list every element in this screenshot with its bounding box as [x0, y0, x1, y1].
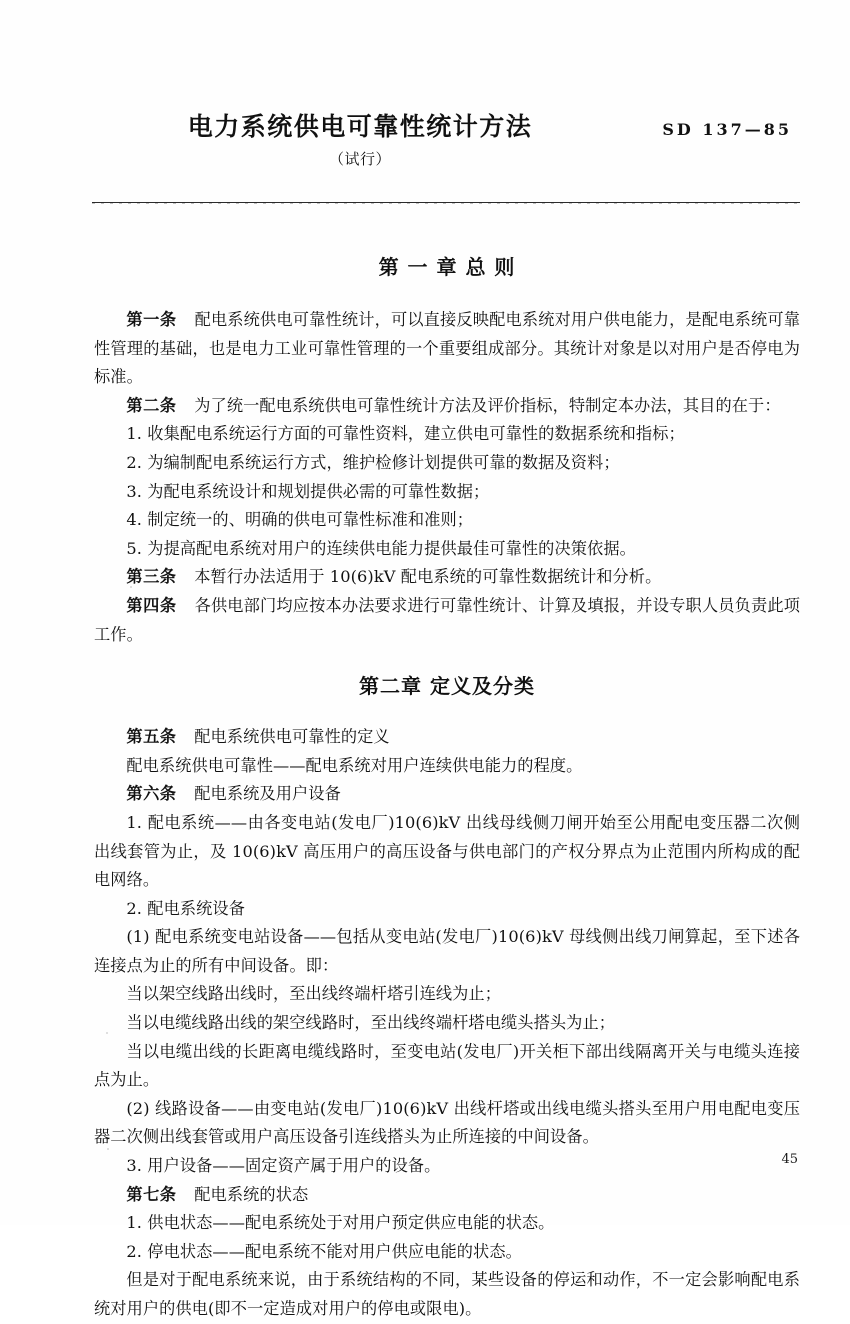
list-item: 2. 配电系统设备 [126, 898, 246, 918]
list-item: 1. 配电系统——由各变电站(发电厂)10(6)kV 出线母线侧刀闸开始至公用配电变压器二次侧出线套管为止，及 10(6)kV 高压用户的高压设备与供电部门的产权分界点为止范围内所构成的配电网络。 [94, 812, 800, 890]
article-label: 第四条 [126, 595, 177, 615]
definition-text: 配电系统供电可靠性——配电系统对用户连续供电能力的程度。 [126, 755, 583, 775]
document-standard-code: SD 137—85 [662, 120, 792, 139]
document-masthead [92, 112, 800, 182]
list-item: 当以电缆出线的长距离电缆线路时，至变电站(发电厂)开关柜下部出线隔离开关与电缆头连接点为止。 [94, 1041, 800, 1090]
list-item: 5. 为提高配电系统对用户的连续供电能力提供最佳可靠性的决策依据。 [126, 538, 636, 558]
article-label: 第一条 [126, 310, 177, 329]
document-body [94, 240, 800, 1324]
list-item: 4. 制定统一的、明确的供电可靠性标准和准则； [126, 510, 474, 530]
paragraph-article-6 [94, 780, 800, 809]
article-label: 第五条 [126, 727, 177, 747]
scan-speck [106, 1032, 108, 1034]
paragraph-text: 为了统一配电系统供电可靠性统计方法及评价指标，特制定本办法，其目的在于： [194, 395, 781, 415]
chapter-heading-1: 第 一 章 总 则 [378, 255, 516, 279]
article-label: 第三条 [126, 567, 177, 587]
paragraph-text: 配电系统供电可靠性统计，可以直接反映配电系统对用户供电能力，是配电系统可靠性管理的基础，也是电力工业可靠性管理的一个重要组成部分。其统计对象是以对用户是否停电为标准。 [94, 310, 800, 387]
scan-speck [690, 940, 692, 942]
paragraph-article-4 [94, 592, 800, 649]
scan-speck [130, 586, 132, 588]
list-item: (2) 线路设备——由变电站(发电厂)10(6)kV 出线杆塔或出线电缆头搭头至用户用电配电变压器二次侧出线套管或用户高压设备引连线搭头为止所连接的中间设备。 [94, 1098, 800, 1147]
closing-paragraph: 但是对于配电系统来说，由于系统结构的不同，某些设备的停运和动作，不一定会影响配电系统对用户的供电(即不一定造成对用户的停电或限电)。 [94, 1270, 800, 1318]
page-number: 45 [781, 1152, 798, 1167]
list-item: 2. 为编制配电系统运行方式，维护检修计划提供可靠的数据及资料； [126, 452, 620, 472]
paragraph-article-3 [94, 563, 800, 592]
list-item: 当以架空线路出线时，至出线终端杆塔引连线为止； [126, 984, 502, 1004]
page-subtitle: （试行） [328, 150, 391, 168]
paragraph-text: 配电系统的状态 [194, 1184, 309, 1204]
paragraph-article-7 [94, 1181, 800, 1210]
list-item: 当以电缆线路出线的架空线路时，至出线终端杆塔电缆头搭头为止； [126, 1013, 616, 1033]
list-item: 1. 供电状态——配电系统处于对用户预定供应电能的状态。 [126, 1213, 555, 1233]
list-item: 3. 用户设备——固定资产属于用户的设备。 [126, 1156, 441, 1176]
list-item: 3. 为配电系统设计和规划提供必需的可靠性数据； [126, 481, 490, 501]
paragraph-text: 各供电部门均应按本办法要求进行可靠性统计、计算及填报，并设专职人员负责此项工作。 [94, 595, 800, 644]
paragraph-article-1 [94, 306, 800, 392]
article-label: 第七条 [126, 1184, 177, 1204]
list-item: (1) 配电系统变电站设备——包括从变电站(发电厂)10(6)kV 母线侧出线刀闸算起，至下述各连接点为止的所有中间设备。即： [94, 927, 800, 975]
list-item: 2. 停电状态——配电系统不能对用户供应电能的状态。 [126, 1241, 522, 1261]
paragraph-text: 配电系统供电可靠性的定义 [194, 727, 390, 747]
header-divider [92, 202, 800, 203]
page-title: 电力系统供电可靠性统计方法 [187, 112, 533, 141]
paragraph-text: 配电系统及用户设备 [194, 784, 341, 804]
paragraph-text: 本暂行办法适用于 10(6)kV 配电系统的可靠性数据统计和分析。 [194, 567, 662, 587]
paragraph-article-5 [94, 723, 800, 752]
chapter-heading-2: 第二章 定义及分类 [359, 674, 535, 699]
article-label: 第六条 [126, 784, 177, 804]
paragraph-article-2 [94, 392, 800, 421]
scan-speck [107, 1148, 109, 1150]
list-item: 1. 收集配电系统运行方面的可靠性资料，建立供电可靠性的数据系统和指标； [126, 424, 685, 444]
article-label: 第二条 [126, 395, 177, 415]
